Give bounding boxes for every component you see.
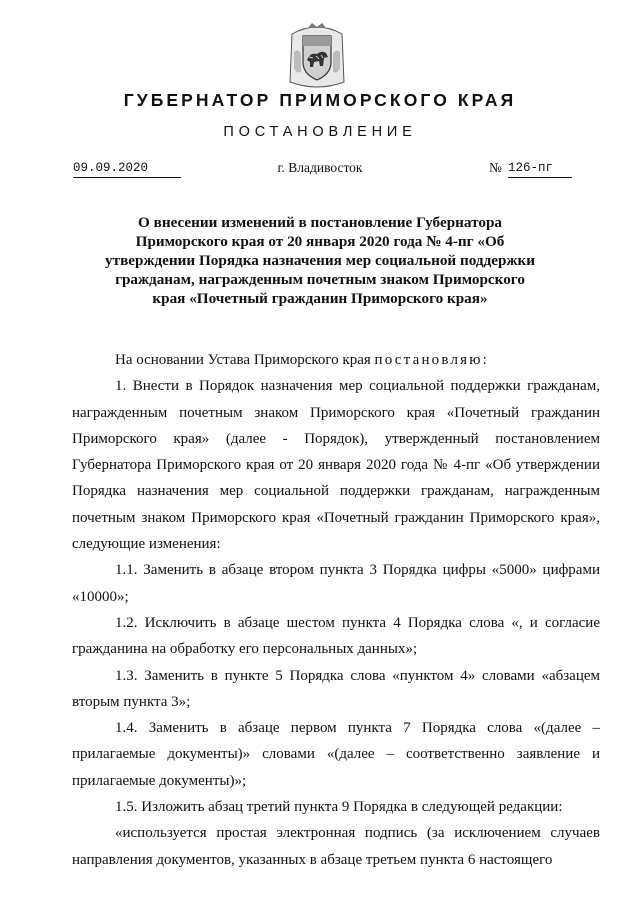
intro-colon: : [482, 352, 487, 368]
body-paragraph: 1.5. Изложить абзац третий пункта 9 Порядка в следующей редакции: [115, 799, 563, 816]
document-heading: О внесении изменений в постановление Губернатора Приморского края от 20 января 2020 года № 4-пг «Об утверждении Порядка назначения мер социальной поддержки гражданам, награжденным почетным знаком Приморского края «Почетный гражданин Приморского края» [105, 214, 535, 307]
intro-paragraph [72, 347, 600, 373]
intro-text: На основании Устава Приморского края [115, 352, 375, 368]
body-paragraph: 1.1. Заменить в абзаце втором пункта 3 Порядка цифры «5000» цифрами «10000»; [72, 562, 600, 605]
coat-of-arms-icon [286, 22, 348, 90]
document-date: 09.09.2020 [73, 159, 181, 178]
issuing-authority: ГУБЕРНАТОР ПРИМОРСКОГО КРАЯ [123, 90, 517, 110]
body-paragraph: 1. Внести в Порядок назначения мер социальной поддержки гражданам, награжденным почетным знаком Приморского края «Почетный гражданин Приморского края» (далее - Порядок), утвержденный постановлением Губернатора Приморского края от 20 января 2020 года № 4-пг «Об утверждении Порядка назначения мер социальной поддержки гражданам, награжденным почетным знаком Приморского края «Почетный гражданин Приморского края», следующие изменения: [72, 378, 600, 553]
document-type: ПОСТАНОВЛЕНИЕ [223, 124, 417, 140]
body-paragraph: 1.4. Заменить в абзаце первом пункта 7 Порядка слова «(далее – прилагаемые документы)» словами «(далее – соответственно заявление и прилагаемые документы)»; [72, 720, 600, 789]
body-paragraph: 1.3. Заменить в пункте 5 Порядка слова «пунктом 4» словами «абзацем вторым пункта 3»; [72, 667, 600, 710]
body-paragraph: 1.2. Исключить в абзаце шестом пункта 4 Порядка слова «, и согласие гражданина на обработку его персональных данных»; [72, 614, 600, 658]
document-body [72, 347, 600, 873]
body-paragraph: «используется простая электронная подпись (за исключением случаев направления документов, указанных в абзаце третьем пункта 6 настоящего [72, 825, 600, 868]
intro-decree-word: постановляю [374, 352, 483, 368]
document-place: г. Владивосток [277, 160, 363, 175]
emblem-graphic [286, 22, 348, 90]
number-sign: № [489, 160, 502, 175]
document-number: 126-пг [508, 159, 572, 178]
